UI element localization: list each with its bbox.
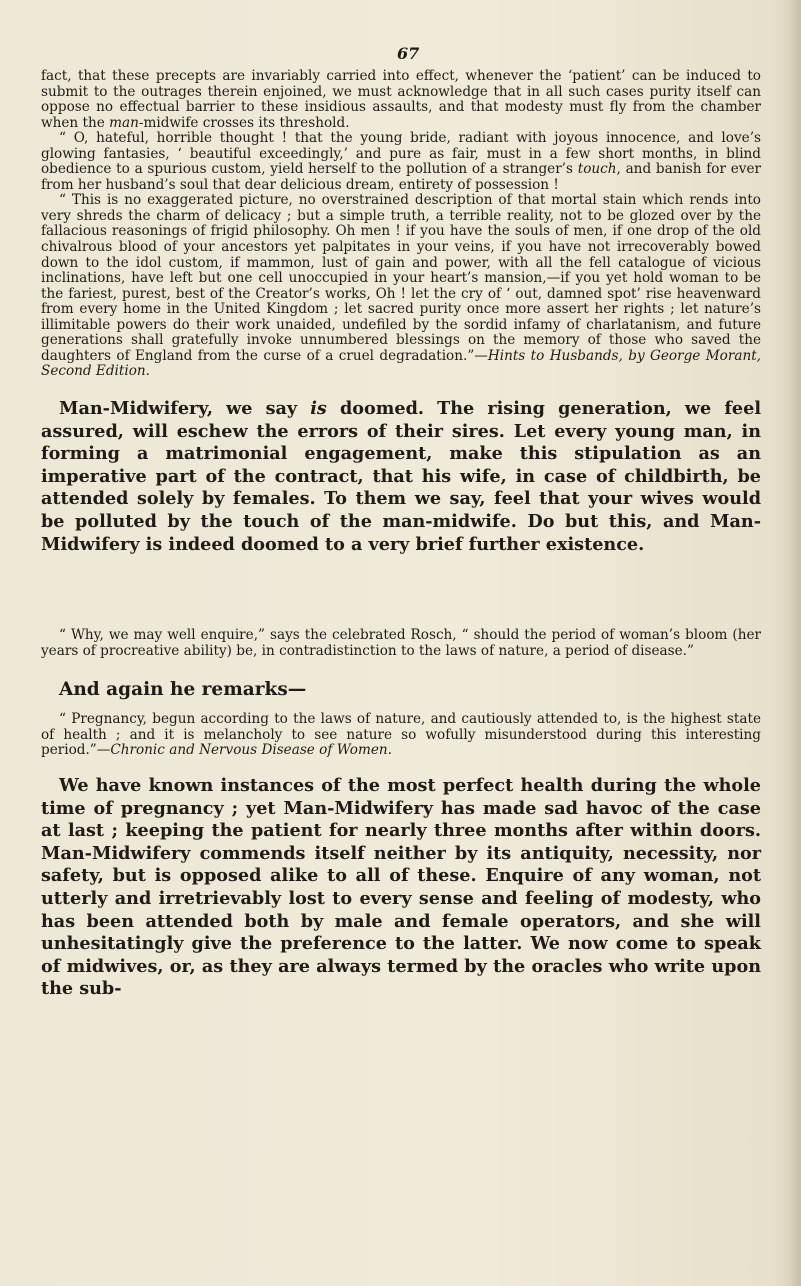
body1-p1: Man-Midwifery, we say	[59, 398, 311, 419]
quote1-p2-emphasis: touch	[577, 161, 617, 178]
quote1-paragraph-3	[41, 193, 761, 380]
quote2-text: “ Why, we may well enquire,” says the celebrated Rosch, “ should the period of woman’s bloom (her years of procreative ability) be, in contradistinction to the laws of nature, a period of disease.”	[41, 627, 761, 659]
quote1-p1-text: fact, that these precepts are invariably carried into effect, whenever the ‘patient’ can be induced to submit to the outrages therein enjoined, we must acknowledge that in all such cases purity itself can oppose no effectual barrier to these insidious assaults, and that modesty must fly from the chamber when the	[41, 68, 761, 131]
quote1-p2-text: “ O, hateful, horrible thought ! that the young bride, radiant with joyous innocence, and love’s glowing fantasies, ‘ beautiful exceedingly,’ and pure as fair, must in a few short months, in blind obedience to a spurious custom, yield herself to the pollution of a stranger’s	[41, 130, 761, 178]
page-number: 67	[397, 44, 420, 63]
body-paragraph-2	[41, 775, 761, 1001]
body2-text: We have known instances of the most perfect health during the whole time of pregnancy ; yet Man-Midwifery has made sad havoc of the case at last ; keeping the patient for nearly three months after within doors. Man-Midwifery commends itself neither by its antiquity, necessity, nor safety, but is opposed alike to all of these. Enquire of any woman, not utterly and irretrievably lost to every sense and feeling of modesty, who has been attended both by male and female operators, and she will unhesitatingly give the preference to the latter. We now come to speak of midwives, or, as they are always termed by the oracles who write upon the sub-	[41, 775, 761, 1000]
quoted-passage-2	[41, 628, 761, 659]
quote1-p1-end: -midwife crosses its threshold.	[138, 114, 350, 131]
quoted-passage-1	[41, 69, 761, 380]
lead-in-text: And again he remarks—	[59, 679, 307, 700]
quote1-p2-end: , and banish for ever from her husband’s soul that dear delicious dream, entirety of possession !	[41, 161, 761, 193]
quote1-paragraph-2	[41, 131, 761, 193]
quote1-citation: Hints to Husbands, by George Morant, Second Edition.	[41, 347, 761, 380]
section-lead-in	[41, 678, 761, 702]
quote1-paragraph-1	[41, 69, 761, 131]
quote1-p1-emphasis: man	[109, 114, 139, 131]
quote3-text	[41, 712, 761, 759]
body1-emphasis: is	[310, 398, 327, 419]
body1-text	[41, 398, 761, 556]
quoted-passage-3	[41, 712, 761, 759]
quote3-body: “ Pregnancy, begun according to the laws of nature, and cautiously attended to, is the highest state of health ; and it is melancholy to see nature so wofully misunderstood during this interesting period.”—	[41, 711, 761, 759]
body1-p1-end: doomed. The rising generation, we feel assured, will eschew the errors of their sires. Let every young man, in forming a matrimonial engagement, make this stipulation as an imperative part of the contract, that his wife, in case of childbirth, be attended solely by females. To them we say, feel that your wives would be polluted by the touch of the man-midwife. Do but this, and Man-Midwifery is indeed doomed to a very brief further existence.	[41, 398, 761, 555]
quote1-p3-text: “ This is no exaggerated picture, no overstrained description of that mortal stain which rends into very shreds the charm of delicacy ; but a simple truth, a terrible reality, not to be glozed over by the fallacious reasonings of frigid philosophy. Oh men ! if you have the souls of men, if one drop of the old chivalrous blood of your ancestors yet palpitates in your veins, if you have not irrecoverably bowed down to the idol custom, if mammon, lust of gain and power, with all the fell catalogue of vicious inclinations, have left but one cell unoccupied in your heart’s mansion,—if you yet hold woman to be the fariest, purest, best of the Creator’s works, Oh ! let the cry of ‘ out, damned spot’ rise heavenward from every home in the United Kingdom ; let sacred purity once more assert her rights ; let nature’s illimitable powers do their work unaided, undefiled by the sordid infamy of charlatanism, and future generations shall gratefully invoke unnumbered blessings on the memory of those who saved the daughters of England from the curse of a cruel degradation.”—	[41, 192, 761, 364]
page-edge-shadow	[787, 0, 801, 1286]
quote3-citation: Chronic and Nervous Disease of Women.	[110, 742, 392, 759]
body-paragraph-1	[41, 398, 761, 556]
